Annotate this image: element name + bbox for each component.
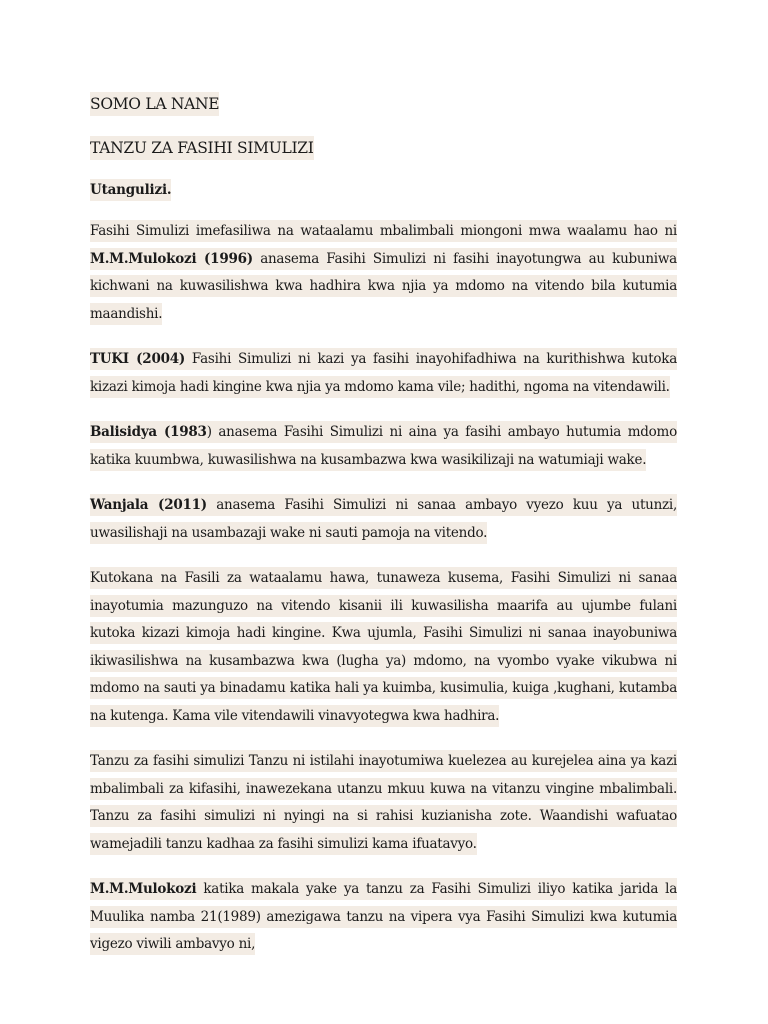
paragraph-7: M.M.Mulokozi katika makala yake ya tanzu za Fasihi Simulizi iliyo katika jarida la Muulika namba 21(1989) amezigawa tanzu na vipera vya Fasihi Simulizi kwa kutumia vigezo viwili ambavyo ni, <box>90 876 677 959</box>
lesson-title: SOMO LA NANE <box>90 93 677 115</box>
document-page <box>90 93 677 977</box>
section-title: TANZU ZA FASIHI SIMULIZI <box>90 137 677 159</box>
paragraph-1: Fasihi Simulizi imefasiliwa na wataalamu mbalimbali miongoni mwa waalamu hao ni M.M.Mulokozi (1996) anasema Fasihi Simulizi ni fasihi inayotungwa au kubuniwa kichwani na kuwasilishwa kwa hadhira kwa njia ya mdomo na vitendo bila kutumia maandishi. <box>90 218 677 328</box>
paragraph-3: Balisidya (1983) anasema Fasihi Simulizi ni aina ya fasihi ambayo hutumia mdomo katika kuumbwa, kuwasilishwa na kusambazwa kwa wasikilizaji na watumiaji wake. <box>90 419 677 474</box>
paragraph-4: Wanjala (2011) anasema Fasihi Simulizi ni sanaa ambayo vyezo kuu ya utunzi, uwasilishaji na usambazaji wake ni sauti pamoja na vitendo. <box>90 492 677 547</box>
paragraph-6: Tanzu za fasihi simulizi Tanzu ni istilahi inayotumiwa kuelezea au kurejelea aina ya kazi mbalimbali za kifasihi, inawezekana utanzu mkuu kuwa na vitanzu vingine mbalimbali. Tanzu za fasihi simulizi ni nyingi na si rahisi kuzianisha zote. Waandishi wafuatao wamejadili tanzu kadhaa za fasihi simulizi kama ifuatavyo. <box>90 748 677 858</box>
paragraph-5: Kutokana na Fasili za wataalamu hawa, tunaweza kusema, Fasihi Simulizi ni sanaa inayotumia mazunguzo na vitendo kisanii ili kuwasilisha maarifa au ujumbe fulani kutoka kizazi kimoja hadi kingine. Kwa ujumla, Fasihi Simulizi ni sanaa inayobuniwa ikiwasilishwa na kusambazwa kwa (lugha ya) mdomo, na vyombo vyake vikubwa ni mdomo na sauti ya binadamu katika hali ya kuimba, kusimulia, kuiga ,kughani, kutamba na kutenga. Kama vile vitendawili vinavyotegwa kwa hadhira. <box>90 565 677 730</box>
paragraph-2: TUKI (2004) Fasihi Simulizi ni kazi ya fasihi inayohifadhiwa na kurithishwa kutoka kizazi kimoja hadi kingine kwa njia ya mdomo kama vile; hadithi, ngoma na vitendawili. <box>90 346 677 401</box>
intro-heading: Utangulizi. <box>90 179 677 201</box>
